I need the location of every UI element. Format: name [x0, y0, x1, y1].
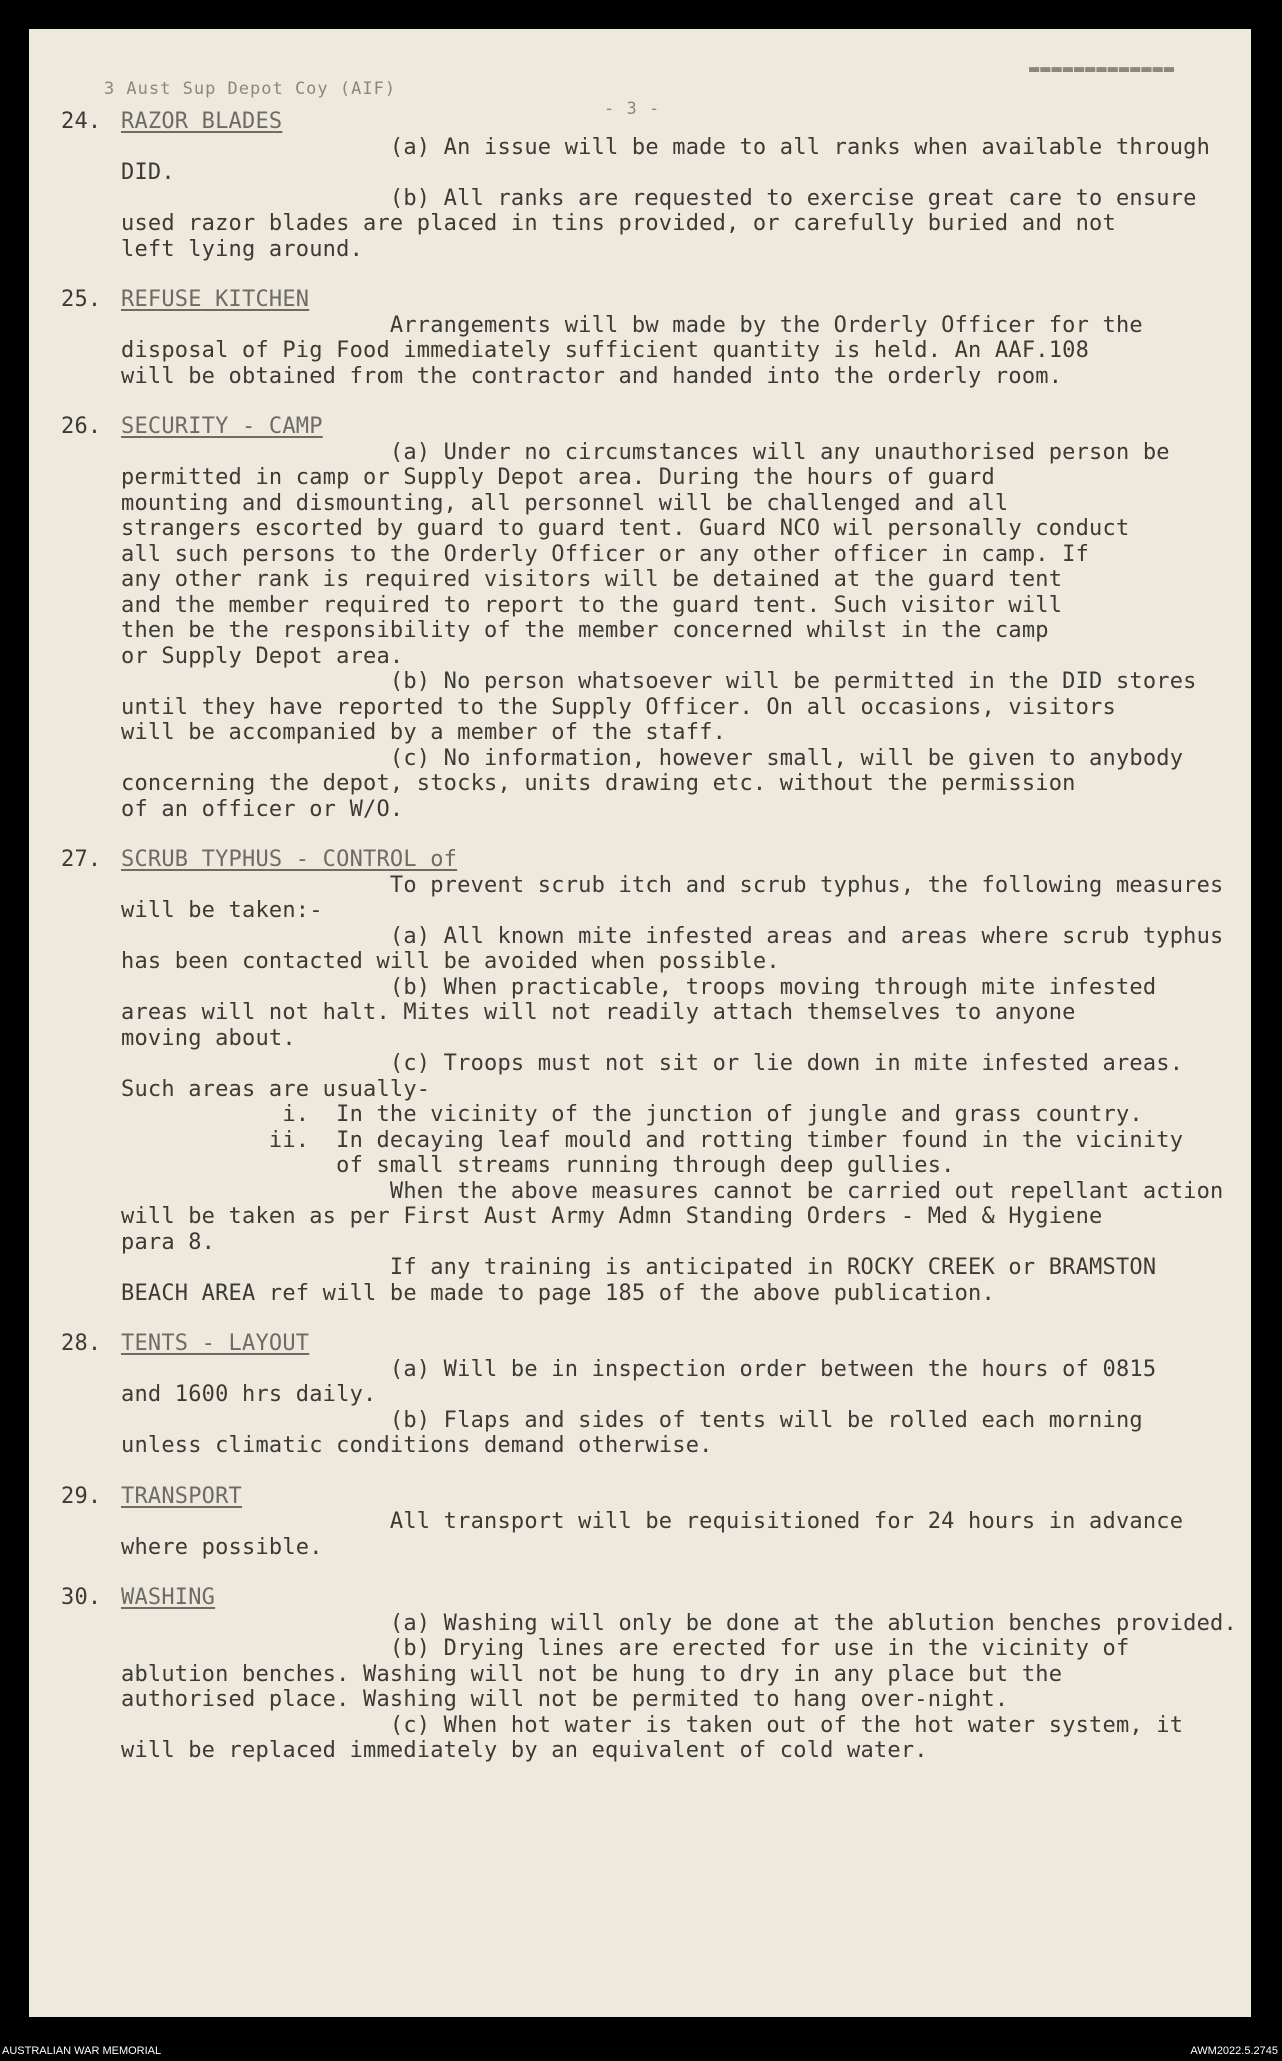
footer-institution: AUSTRALIAN WAR MEMORIAL	[2, 2045, 162, 2057]
section-heading-row	[61, 1331, 1246, 1357]
section-number: 28.	[61, 1331, 102, 1356]
body-line: When the above measures cannot be carried out repellant action	[121, 1178, 1224, 1204]
body-line: To prevent scrub itch and scrub typhus, the following measures	[121, 872, 1224, 898]
section-heading-row	[61, 847, 1246, 873]
body-line: will be taken:-	[121, 898, 323, 923]
section-heading: REFUSE KITCHEN	[121, 287, 310, 312]
body-line: (a) Under no circumstances will any unauthorised person be	[121, 439, 1170, 465]
body-line: all such persons to the Orderly Officer or any other officer in camp. If	[121, 541, 1090, 567]
body-line: left lying around.	[121, 236, 364, 262]
body-line: will be accompanied by a member of the staff.	[121, 720, 727, 745]
body-line: any other rank is required visitors will be detained at the guard tent	[121, 567, 1063, 592]
section-number: 26.	[61, 414, 102, 439]
section-heading-row	[61, 1585, 1246, 1611]
cropped-header-line	[59, 59, 1176, 119]
body-line: ii. In decaying leaf mould and rotting timber found in the vicinity	[121, 1127, 1184, 1153]
footer-accession-number: AWM2022.5.2745	[1190, 2045, 1278, 2057]
section-heading: RAZOR BLADES	[121, 109, 283, 134]
body-line: (b) No person whatsoever will be permitted in the DID stores	[121, 669, 1197, 694]
body-line: mounting and dismounting, all personnel will be challenged and all	[121, 490, 1009, 516]
body-line: permitted in camp or Supply Depot area. During the hours of guard	[121, 465, 995, 490]
section-24	[61, 109, 1246, 262]
body-line: of small streams running through deep gullies.	[121, 1153, 955, 1178]
orders-body	[61, 109, 1246, 1789]
section-heading: SECURITY - CAMP	[121, 414, 323, 439]
body-line: Such areas are usually-	[121, 1076, 431, 1102]
body-line: areas will not halt. Mites will not readily attach themselves to anyone	[121, 1000, 1076, 1025]
section-number: 24.	[61, 109, 102, 134]
section-number: 27.	[61, 847, 102, 872]
body-line: concerning the depot, stocks, units drawing etc. without the permission	[121, 771, 1076, 796]
section-heading: SCRUB TYPHUS - CONTROL of	[121, 847, 458, 872]
body-line: DID.	[121, 160, 175, 185]
section-heading: TRANSPORT	[121, 1483, 243, 1509]
body-line: and 1600 hrs daily.	[121, 1382, 377, 1407]
body-line: of an officer or W/O.	[121, 796, 404, 822]
section-30	[61, 1585, 1246, 1764]
section-heading-row	[61, 414, 1246, 440]
body-line: disposal of Pig Food immediately sufficient quantity is held. An AAF.108	[121, 338, 1090, 363]
body-line: strangers escorted by guard to guard tent. Guard NCO wil personally conduct	[121, 516, 1130, 541]
body-line: authorised place. Washing will not be permited to hang over-night.	[121, 1687, 1009, 1712]
body-line: unless climatic conditions demand otherwise.	[121, 1433, 713, 1458]
body-line: (a) All known mite infested areas and areas where scrub typhus	[121, 923, 1224, 949]
body-line: If any training is anticipated in ROCKY CREEK or BRAMSTON	[121, 1255, 1157, 1280]
section-heading: WASHING	[121, 1585, 216, 1610]
body-line: then be the responsibility of the member concerned whilst in the camp	[121, 618, 1049, 643]
body-line: (b) When practicable, troops moving through mite infested	[121, 974, 1157, 1000]
section-number: 30.	[61, 1585, 102, 1610]
body-line: where possible.	[121, 1534, 323, 1560]
body-line: (c) When hot water is taken out of the hot water system, it	[121, 1712, 1184, 1738]
header-unit: 3 Aust Sup Depot Coy (AIF)	[103, 79, 397, 99]
body-line: (c) No information, however small, will be given to anybody	[121, 745, 1184, 771]
body-line: moving about.	[121, 1025, 296, 1051]
section-number: 29.	[61, 1483, 102, 1509]
section-27	[61, 847, 1246, 1306]
header-page-number: - 3 -	[604, 99, 661, 119]
body-line: or Supply Depot area.	[121, 643, 404, 669]
body-line: and the member required to report to the guard tent. Such visitor will	[121, 592, 1063, 618]
body-line: has been contacted will be avoided when possible.	[121, 949, 780, 974]
section-26	[61, 414, 1246, 822]
section-heading-row	[61, 287, 1246, 313]
body-line: used razor blades are placed in tins provided, or carefully buried and not	[121, 211, 1116, 236]
section-25	[61, 287, 1246, 389]
section-heading-row	[61, 109, 1246, 135]
body-line: will be obtained from the contractor and handed into the orderly room.	[121, 363, 1063, 389]
body-line: (a) Washing will only be done at the ablution benches provided.	[121, 1610, 1237, 1636]
body-line: will be taken as per First Aust Army Admn Standing Orders - Med & Hygiene	[121, 1204, 1103, 1229]
section-28	[61, 1331, 1246, 1459]
body-line: (b) Drying lines are erected for use in the vicinity of	[121, 1636, 1130, 1661]
body-line: para 8.	[121, 1229, 216, 1255]
body-line: i. In the vicinity of the junction of jungle and grass country.	[121, 1102, 1143, 1127]
header-right-fragment: ▬▬▬▬▬▬▬▬▬▬▬▬▬	[1029, 59, 1176, 79]
body-line: Arrangements will bw made by the Orderly Officer for the	[121, 312, 1143, 338]
body-line: (b) All ranks are requested to exercise great care to ensure	[121, 185, 1197, 211]
body-line: (b) Flaps and sides of tents will be rolled each morning	[121, 1407, 1143, 1433]
section-heading-row	[61, 1484, 1246, 1510]
document-page	[29, 29, 1251, 2017]
body-line: until they have reported to the Supply Officer. On all occasions, visitors	[121, 694, 1116, 720]
body-line: (a) An issue will be made to all ranks when available through	[121, 134, 1211, 160]
body-line: ablution benches. Washing will not be hung to dry in any place but the	[121, 1661, 1063, 1687]
section-number: 25.	[61, 287, 102, 312]
body-line: (a) Will be in inspection order between the hours of 0815	[121, 1356, 1157, 1382]
section-29	[61, 1484, 1246, 1561]
body-line: All transport will be requisitioned for 24 hours in advance	[121, 1509, 1184, 1534]
body-line: BEACH AREA ref will be made to page 185 of the above publication.	[121, 1280, 995, 1306]
body-line: will be replaced immediately by an equivalent of cold water.	[121, 1738, 928, 1763]
body-line: (c) Troops must not sit or lie down in mite infested areas.	[121, 1051, 1184, 1076]
section-heading: TENTS - LAYOUT	[121, 1331, 310, 1356]
